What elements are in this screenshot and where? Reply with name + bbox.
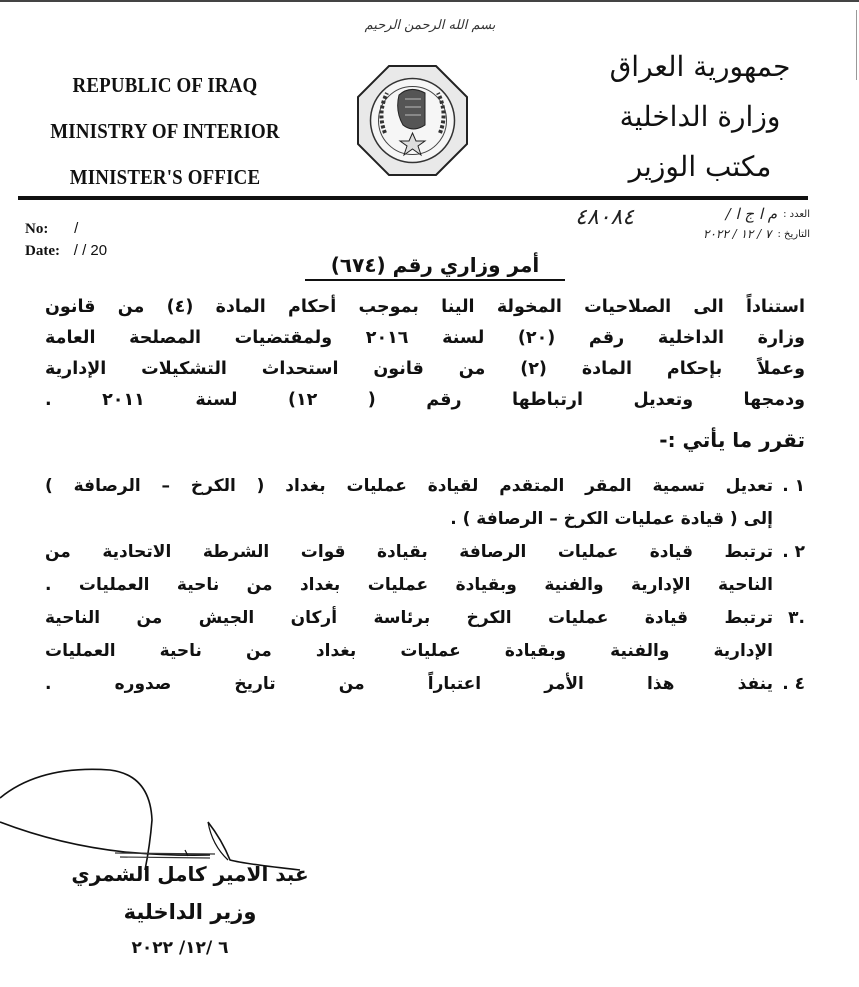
signatory-name: عبد الامير كامل الشمري [71, 862, 309, 886]
signature-date: ٦ /١٢/ ٢٠٢٢ [131, 938, 229, 958]
item-number: ٤ . [782, 674, 805, 694]
reference-date-row [25, 240, 107, 262]
signatory-title: وزير الداخلية [123, 900, 257, 924]
item-line: إلى ( قيادة عمليات الكرخ – الرصافة ) . [450, 509, 773, 529]
arabic-letterhead-line: وزارة الداخلية [619, 100, 781, 133]
item-line: الإدارية والفنية وبقيادة عمليات بغداد من ناحية العمليات [45, 641, 773, 661]
item-number: ٢ . [782, 542, 805, 562]
english-letterhead [20, 62, 310, 200]
arabic-letterhead-line: مكتب الوزير [628, 150, 772, 183]
item-line: ترتبط قيادة عمليات الكرخ برئاسة أركان الجيش من الناحية [45, 608, 773, 628]
arabic-number-label: العدد : [783, 208, 810, 220]
reference-number-row [25, 218, 107, 240]
item-number: .٣ [788, 608, 805, 628]
order-item [45, 668, 805, 701]
arabic-date-label: التاريخ : [777, 228, 810, 240]
arabic-letterhead-line: جمهورية العراق [609, 50, 791, 83]
preamble-line: ودمجها وتعديل ارتباطها رقم ( ١٢) لسنة ٢٠١١ . [45, 390, 805, 410]
preamble-line: استناداً الى الصلاحيات المخولة الينا بموجب أحكام المادة (٤) من قانون [45, 297, 806, 317]
page-right-edge [856, 10, 857, 80]
english-letterhead-line: MINISTRY OF INTERIOR [50, 119, 280, 143]
order-items [45, 470, 805, 701]
page-top-edge [0, 0, 859, 2]
basmala: بسم الله الرحمن الرحيم [364, 18, 496, 33]
item-line: ترتبط قيادة عمليات الرصافة بقيادة قوات الشرطة الاتحادية من [45, 542, 773, 562]
reference-number-value: / [74, 220, 79, 237]
english-letterhead-line: REPUBLIC OF IRAQ [72, 73, 258, 97]
item-line: الناحية الإدارية والفنية وبقيادة عمليات بغداد من ناحية العمليات . [45, 575, 773, 595]
decision-heading: تقرر ما يأتي :- [659, 428, 805, 452]
header-divider [18, 196, 808, 200]
arabic-number-value: م ا ج ا / [725, 205, 778, 223]
preamble-line: وزارة الداخلية رقم (٢٠) لسنة ٢٠١٦ ولمقتضيات المصلحة العامة [45, 328, 806, 348]
order-preamble [45, 292, 805, 416]
english-reference-block [25, 218, 107, 262]
handwritten-reference-number: ٤٨٠٨٤ [575, 205, 635, 230]
item-line: تعديل تسمية المقر المتقدم لقيادة عمليات بغداد ( الكرخ – الرصافة ) [45, 476, 773, 496]
item-line: ينفذ هذا الأمر اعتباراً من تاريخ صدوره . [45, 674, 773, 694]
order-item [45, 536, 805, 602]
item-number: ١ . [782, 476, 805, 496]
order-title: أمر وزاري رقم (٦٧٤) [305, 253, 565, 281]
ministry-emblem-icon [355, 63, 470, 178]
arabic-date-value: ٧ / ١٢ / ٢٠٢٢ [703, 227, 772, 241]
arabic-letterhead [590, 42, 810, 192]
english-letterhead-line: MINISTER'S OFFICE [69, 165, 261, 189]
reference-date-value: / / 20 [73, 242, 108, 259]
order-item [45, 470, 805, 536]
order-item [45, 602, 805, 668]
reference-date-label: Date: [25, 243, 60, 259]
preamble-line: وعملاً بإحكام المادة (٢) من قانون استحداث التشكيلات الإدارية [45, 359, 805, 379]
reference-number-label: No: [25, 221, 49, 237]
